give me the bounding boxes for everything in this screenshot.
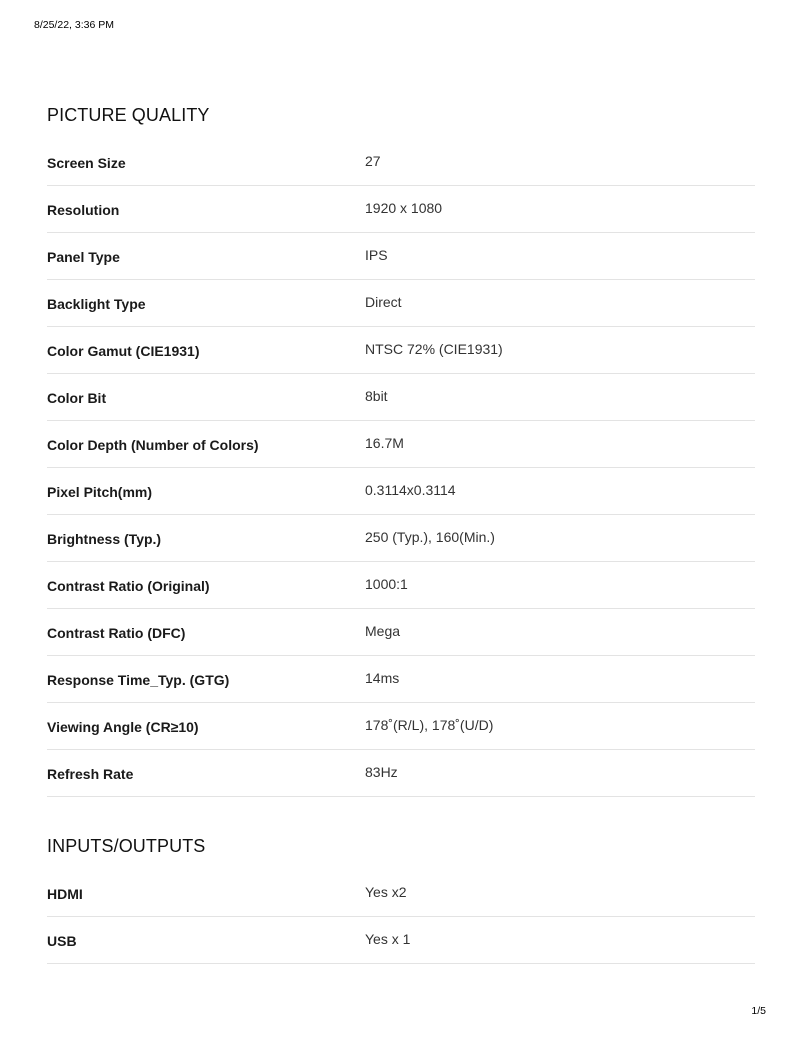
spec-label: Backlight Type	[47, 296, 146, 312]
spec-value: 1000:1	[365, 576, 408, 592]
spec-table-inputs-outputs	[47, 870, 755, 964]
spec-row-contrast-ratio-dfc	[47, 609, 755, 656]
spec-label: Brightness (Typ.)	[47, 531, 162, 547]
spec-value: NTSC 72% (CIE1931)	[365, 341, 503, 357]
spec-value: 178˚(R/L), 178˚(U/D)	[365, 717, 494, 733]
spec-row-usb	[47, 917, 755, 964]
spec-row-contrast-ratio-original	[47, 562, 755, 609]
spec-row-color-bit	[47, 374, 755, 421]
spec-label: Panel Type	[47, 249, 120, 265]
spec-value: 27	[365, 153, 381, 169]
spec-label: Refresh Rate	[47, 766, 134, 782]
spec-row-panel-type	[47, 233, 755, 280]
spec-label: Viewing Angle (CR≥10)	[47, 719, 199, 735]
spec-label: Contrast Ratio (DFC)	[47, 625, 186, 641]
section-title-inputs-outputs: INPUTS/OUTPUTS	[47, 836, 206, 856]
spec-row-color-depth	[47, 421, 755, 468]
section-title-picture-quality: PICTURE QUALITY	[47, 105, 210, 125]
spec-value: Direct	[365, 294, 402, 310]
spec-label: Color Bit	[47, 390, 107, 406]
spec-row-pixel-pitch	[47, 468, 755, 515]
spec-row-refresh-rate	[47, 750, 755, 797]
spec-row-screen-size	[47, 139, 755, 186]
spec-value: IPS	[365, 247, 388, 263]
spec-value: 1920 x 1080	[365, 200, 443, 216]
spec-row-backlight-type	[47, 280, 755, 327]
spec-label: Pixel Pitch(mm)	[47, 484, 153, 500]
spec-value: Yes x2	[365, 884, 407, 900]
spec-row-brightness	[47, 515, 755, 562]
spec-value: 16.7M	[365, 435, 404, 451]
spec-row-response-time	[47, 656, 755, 703]
spec-label: Response Time_Typ. (GTG)	[47, 672, 230, 688]
spec-label: Color Depth (Number of Colors)	[47, 437, 259, 453]
page-number: 1/5	[751, 1005, 766, 1017]
spec-label: Resolution	[47, 202, 120, 218]
print-timestamp: 8/25/22, 3:36 PM	[34, 19, 114, 31]
spec-row-color-gamut	[47, 327, 755, 374]
spec-label: USB	[47, 933, 77, 949]
spec-table-picture-quality	[47, 139, 755, 797]
spec-label: HDMI	[47, 886, 83, 902]
spec-value: Yes x 1	[365, 931, 411, 947]
spec-row-hdmi	[47, 870, 755, 917]
spec-value: Mega	[365, 623, 401, 639]
inputs-outputs-section	[47, 823, 755, 964]
spec-label: Screen Size	[47, 155, 126, 171]
spec-label: Contrast Ratio (Original)	[47, 578, 210, 594]
spec-value: 14ms	[365, 670, 400, 686]
spec-label: Color Gamut (CIE1931)	[47, 343, 200, 359]
spec-value: 8bit	[365, 388, 388, 404]
spec-value: 83Hz	[365, 764, 398, 780]
picture-quality-section	[47, 92, 755, 797]
spec-row-viewing-angle	[47, 703, 755, 750]
spec-row-resolution	[47, 186, 755, 233]
spec-value: 250 (Typ.), 160(Min.)	[365, 529, 495, 545]
spec-value: 0.3114x0.3114	[365, 482, 456, 498]
